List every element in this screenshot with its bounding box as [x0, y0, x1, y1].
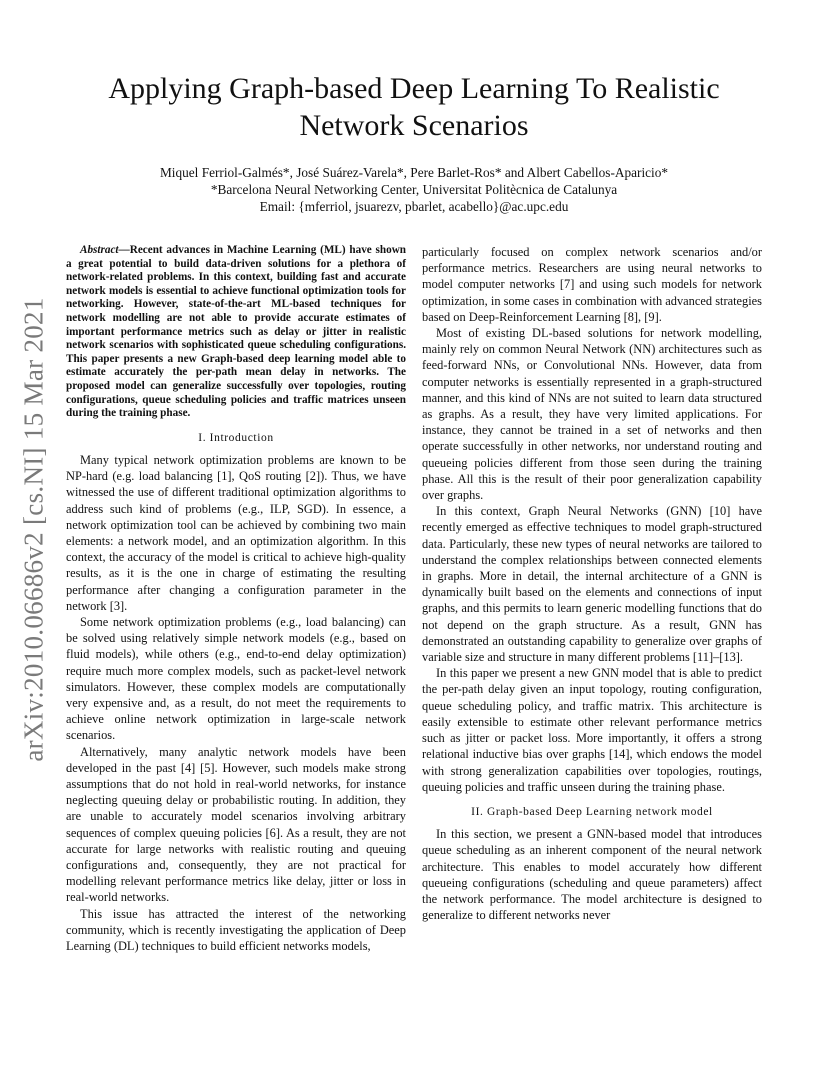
- paragraph: In this section, we present a GNN-based model that introduces queue scheduling as an inherent component of the neural network architecture. This enables to model accurately how different queueing configurations (scheduling and queue parameters) affect the network performance. The model architecture is designed to generalize to different networks never: [422, 827, 762, 923]
- title-line-2: Network Scenarios: [299, 109, 529, 142]
- paragraph: Most of existing DL-based solutions for network modelling, mainly rely on common Neural Network (NN) architectures such as feed-forward NNs, or Convolutional NNs. However, data from computer networks is essentially represented in a graph-structured manner, and this kind of NNs are not suited to learn data structured as graphs. As a result, they have very limited applications. For instance, they cannot be trained in a set of networks and then operate successfully in other networks, nor understand routing and queueing policies different from those seen during the training phase. All this is the result of their poor generalization capability over graphs.: [422, 326, 762, 503]
- abstract: [66, 244, 406, 421]
- abstract-lead: Abstract: [80, 244, 119, 256]
- paper-title: [60, 70, 768, 144]
- paragraph: Alternatively, many analytic network models have been developed in the past [4] [5]. However, such models make strong assumptions that do not hold in real-world networks, for instance neglecting queuing delay or probabilistic routing. In addition, they are unable to accurately model scenarios involving arbitrary sequences of complex queuing policies [6]. As a result, they are not accurate for large networks with realistic routing and queuing configurations and, consequently, they are not practical for modelling relevant performance metrics like delay, jitter or loss in real-world networks.: [66, 744, 406, 905]
- right-column: [422, 244, 762, 923]
- author-block: [60, 164, 768, 215]
- paragraph: In this context, Graph Neural Networks (GNN) [10] have recently emerged as effective techniques to model graph-structured data. Particularly, these new types of neural networks are tailored to understand the complex relationships between connected elements in graphs. More in detail, the internal architecture of a GNN is dynamically built based on the elements and connections of input graphs, and this permits to learn generic modelling functions that do not depend on the graph structure. As a result, GNN has demonstrated an outstanding capability to generalize over graphs of variable size and structure in many different problems [11]–[13].: [422, 504, 762, 665]
- section-heading-introduction: I. Introduction: [198, 431, 274, 444]
- affiliation: *Barcelona Neural Networking Center, Universitat Politècnica de Catalunya: [210, 182, 618, 197]
- left-column: [66, 244, 406, 954]
- arxiv-sidebar: [10, 294, 58, 764]
- title-line-1: Applying Graph-based Deep Learning To Realistic: [108, 72, 720, 105]
- abstract-text: —Recent advances in Machine Learning (ML) have shown a great potential to build data-driven solutions for a plethora of network-related problems. In this context, building fast and accurate network models is essential to achieve functional optimization tools for networking. However, state-of-the-art ML-based techniques for network modelling are not able to provide accurate estimates of important performance metrics such as delay or jitter in realistic network scenarios with sophisticated queue scheduling configurations. This paper presents a new Graph-based deep learning model able to estimate accurately the per-path mean delay in networks. The proposed model can generalize successfully over topologies, routing configurations, queue scheduling policies and traffic matrices unseen during the training phase.: [66, 244, 406, 420]
- author-list: Miquel Ferriol-Galmés*, José Suárez-Varela*, Pere Barlet-Ros* and Albert Cabellos-Aparicio*: [159, 165, 669, 180]
- email-line: Email: {mferriol, jsuarezv, pbarlet, acabello}@ac.upc.edu: [259, 199, 569, 214]
- section-heading-model: II. Graph-based Deep Learning network model: [471, 805, 713, 818]
- paragraph: Some network optimization problems (e.g., load balancing) can be solved using relatively simple network models (e.g., based on fluid models), while others (e.g., end-to-end delay optimization) require much more complex models, such as packet-level network simulators. However, these complex models are computationally very expensive and, as a result, do not meet the requirements to achieve online network optimization in large-scale network scenarios.: [66, 614, 406, 743]
- arxiv-identifier: arXiv:2010.06686v2 [cs.NI] 15 Mar 2021: [18, 296, 49, 762]
- paragraph: In this paper we present a new GNN model that is able to predict the per-path delay given an input topology, routing configuration, queue scheduling policy, and traffic matrix. This architecture is easily extensible to estimate other relevant performance metrics such as jitter or packet loss. More importantly, it offers a strong relational inductive bias over graphs [14], which endows the model with strong generalization capabilities over topologies, routings, queuing policies and traffic unseen during the training phase.: [422, 666, 762, 794]
- paragraph: Many typical network optimization problems are known to be NP-hard (e.g. load balancing [1], QoS routing [2]). Thus, we have witnessed the use of different traditional optimization algorithms to address such kind of problems (e.g., ILP, SGD). In essence, a network optimization tool can be achieved by combining two main elements: a network model, and an optimization algorithm. In this context, the accuracy of the model is critical to achieve high-quality results, as it is the one in charge of estimating the resulting performance after changing a configuration parameter in the network [3].: [66, 452, 406, 613]
- paragraph: particularly focused on complex network scenarios and/or performance metrics. Researchers are using neural networks to model computer networks [7] and using such models for network optimization, in some cases in combination with advanced strategies based on Deep-Reinforcement Learning [8], [9].: [422, 245, 762, 324]
- paragraph: This issue has attracted the interest of the networking community, which is recently investigating the application of Deep Learning (DL) techniques to build efficient networks models,: [66, 906, 406, 954]
